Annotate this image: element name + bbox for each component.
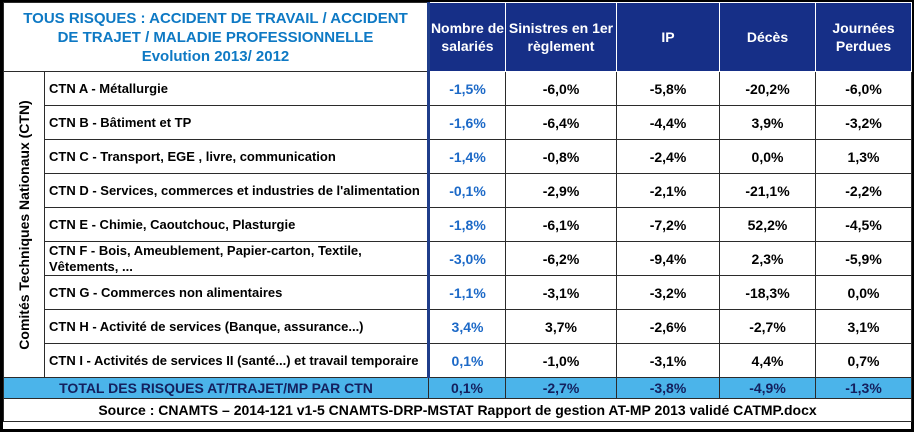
cell-value: -2,6%: [617, 310, 720, 344]
cell-value: -3,1%: [506, 276, 617, 310]
header-row: [4, 3, 912, 72]
table-row: [4, 174, 912, 208]
cell-value: -2,2%: [816, 174, 912, 208]
cell-value: -3,2%: [617, 276, 720, 310]
table-row: [4, 72, 912, 106]
title-line-2: DE TRAJET / MALADIE PROFESSIONNELLE: [57, 28, 374, 46]
cell-value: -6,4%: [506, 106, 617, 140]
cell-value: -2,4%: [617, 140, 720, 174]
cell-value: -20,2%: [720, 72, 816, 106]
row-label: CTN E - Chimie, Caoutchouc, Plasturgie: [45, 208, 429, 242]
cell-value: -4,5%: [816, 208, 912, 242]
cell-value: 3,1%: [816, 310, 912, 344]
cell-value: -0,8%: [506, 140, 617, 174]
column-header-salaries: Nombre de salariés: [429, 3, 506, 72]
cell-value: -0,1%: [429, 174, 506, 208]
cell-value: -2,1%: [617, 174, 720, 208]
table-row: [4, 208, 912, 242]
row-label: CTN D - Services, commerces et industries de l'alimentation: [45, 174, 429, 208]
column-header-deces: Décès: [720, 3, 816, 72]
cell-value: -9,4%: [617, 242, 720, 276]
cell-value: -2,7%: [720, 310, 816, 344]
statistics-table: [3, 2, 912, 422]
total-label: TOTAL DES RISQUES AT/TRAJET/MP PAR CTN: [4, 378, 429, 399]
cell-value: 52,2%: [720, 208, 816, 242]
row-label: CTN A - Métallurgie: [45, 72, 429, 106]
cell-value: 2,3%: [720, 242, 816, 276]
side-label: Comités Techniques Nationaux (CTN): [16, 99, 32, 350]
cell-value: 0,0%: [816, 276, 912, 310]
table-row: [4, 106, 912, 140]
cell-value: -3,2%: [816, 106, 912, 140]
cell-value: -18,3%: [720, 276, 816, 310]
column-header-ip: IP: [617, 3, 720, 72]
title-line-3: Evolution 2013/ 2012: [141, 47, 290, 65]
cell-value: -1,6%: [429, 106, 506, 140]
cell-value: -6,0%: [506, 72, 617, 106]
cell-value: -1,0%: [506, 344, 617, 378]
row-label: CTN B - Bâtiment et TP: [45, 106, 429, 140]
cell-value: -1,5%: [429, 72, 506, 106]
cell-value: 3,9%: [720, 106, 816, 140]
total-value: -4,9%: [720, 378, 816, 399]
table-row: [4, 344, 912, 378]
cell-value: 4,4%: [720, 344, 816, 378]
cell-value: -5,8%: [617, 72, 720, 106]
cell-value: -6,1%: [506, 208, 617, 242]
total-value: -3,8%: [617, 378, 720, 399]
cell-value: 1,3%: [816, 140, 912, 174]
column-header-sinistres: Sinistres en 1er règlement: [506, 3, 617, 72]
row-label: CTN I - Activités de services II (santé...) et travail temporaire: [45, 344, 429, 378]
source-row: [4, 399, 912, 422]
cell-value: -2,9%: [506, 174, 617, 208]
cell-value: -6,0%: [816, 72, 912, 106]
cell-value: -3,1%: [617, 344, 720, 378]
cell-value: -1,1%: [429, 276, 506, 310]
cell-value: 0,0%: [720, 140, 816, 174]
cell-value: -7,2%: [617, 208, 720, 242]
table-frame: [3, 2, 911, 429]
table-row: [4, 310, 912, 344]
column-header-journees: Journées Perdues: [816, 3, 912, 72]
row-label: CTN G - Commerces non alimentaires: [45, 276, 429, 310]
table-row: [4, 140, 912, 174]
table-row: [4, 242, 912, 276]
cell-value: -6,2%: [506, 242, 617, 276]
cell-value: -3,0%: [429, 242, 506, 276]
table-title: [4, 3, 429, 72]
row-label: CTN F - Bois, Ameublement, Papier-carton, Textile, Vêtements, ...: [45, 242, 429, 276]
total-value: -2,7%: [506, 378, 617, 399]
title-line-1: TOUS RISQUES : ACCIDENT DE TRAVAIL / ACCIDENT: [23, 9, 408, 27]
table-row: [4, 276, 912, 310]
cell-value: -21,1%: [720, 174, 816, 208]
row-label: CTN H - Activité de services (Banque, assurance...): [45, 310, 429, 344]
row-label: CTN C - Transport, EGE , livre, communication: [45, 140, 429, 174]
cell-value: -5,9%: [816, 242, 912, 276]
side-label-cell: [4, 72, 45, 378]
cell-value: 0,1%: [429, 344, 506, 378]
cell-value: 3,7%: [506, 310, 617, 344]
cell-value: 0,7%: [816, 344, 912, 378]
source-note: Source : CNAMTS – 2014-121 v1-5 CNAMTS-DRP-MSTAT Rapport de gestion AT-MP 2013 validé CATMP.docx: [4, 399, 912, 422]
cell-value: -1,4%: [429, 140, 506, 174]
total-value: -1,3%: [816, 378, 912, 399]
cell-value: -1,8%: [429, 208, 506, 242]
cell-value: 3,4%: [429, 310, 506, 344]
total-row: [4, 378, 912, 399]
cell-value: -4,4%: [617, 106, 720, 140]
total-value: 0,1%: [429, 378, 506, 399]
